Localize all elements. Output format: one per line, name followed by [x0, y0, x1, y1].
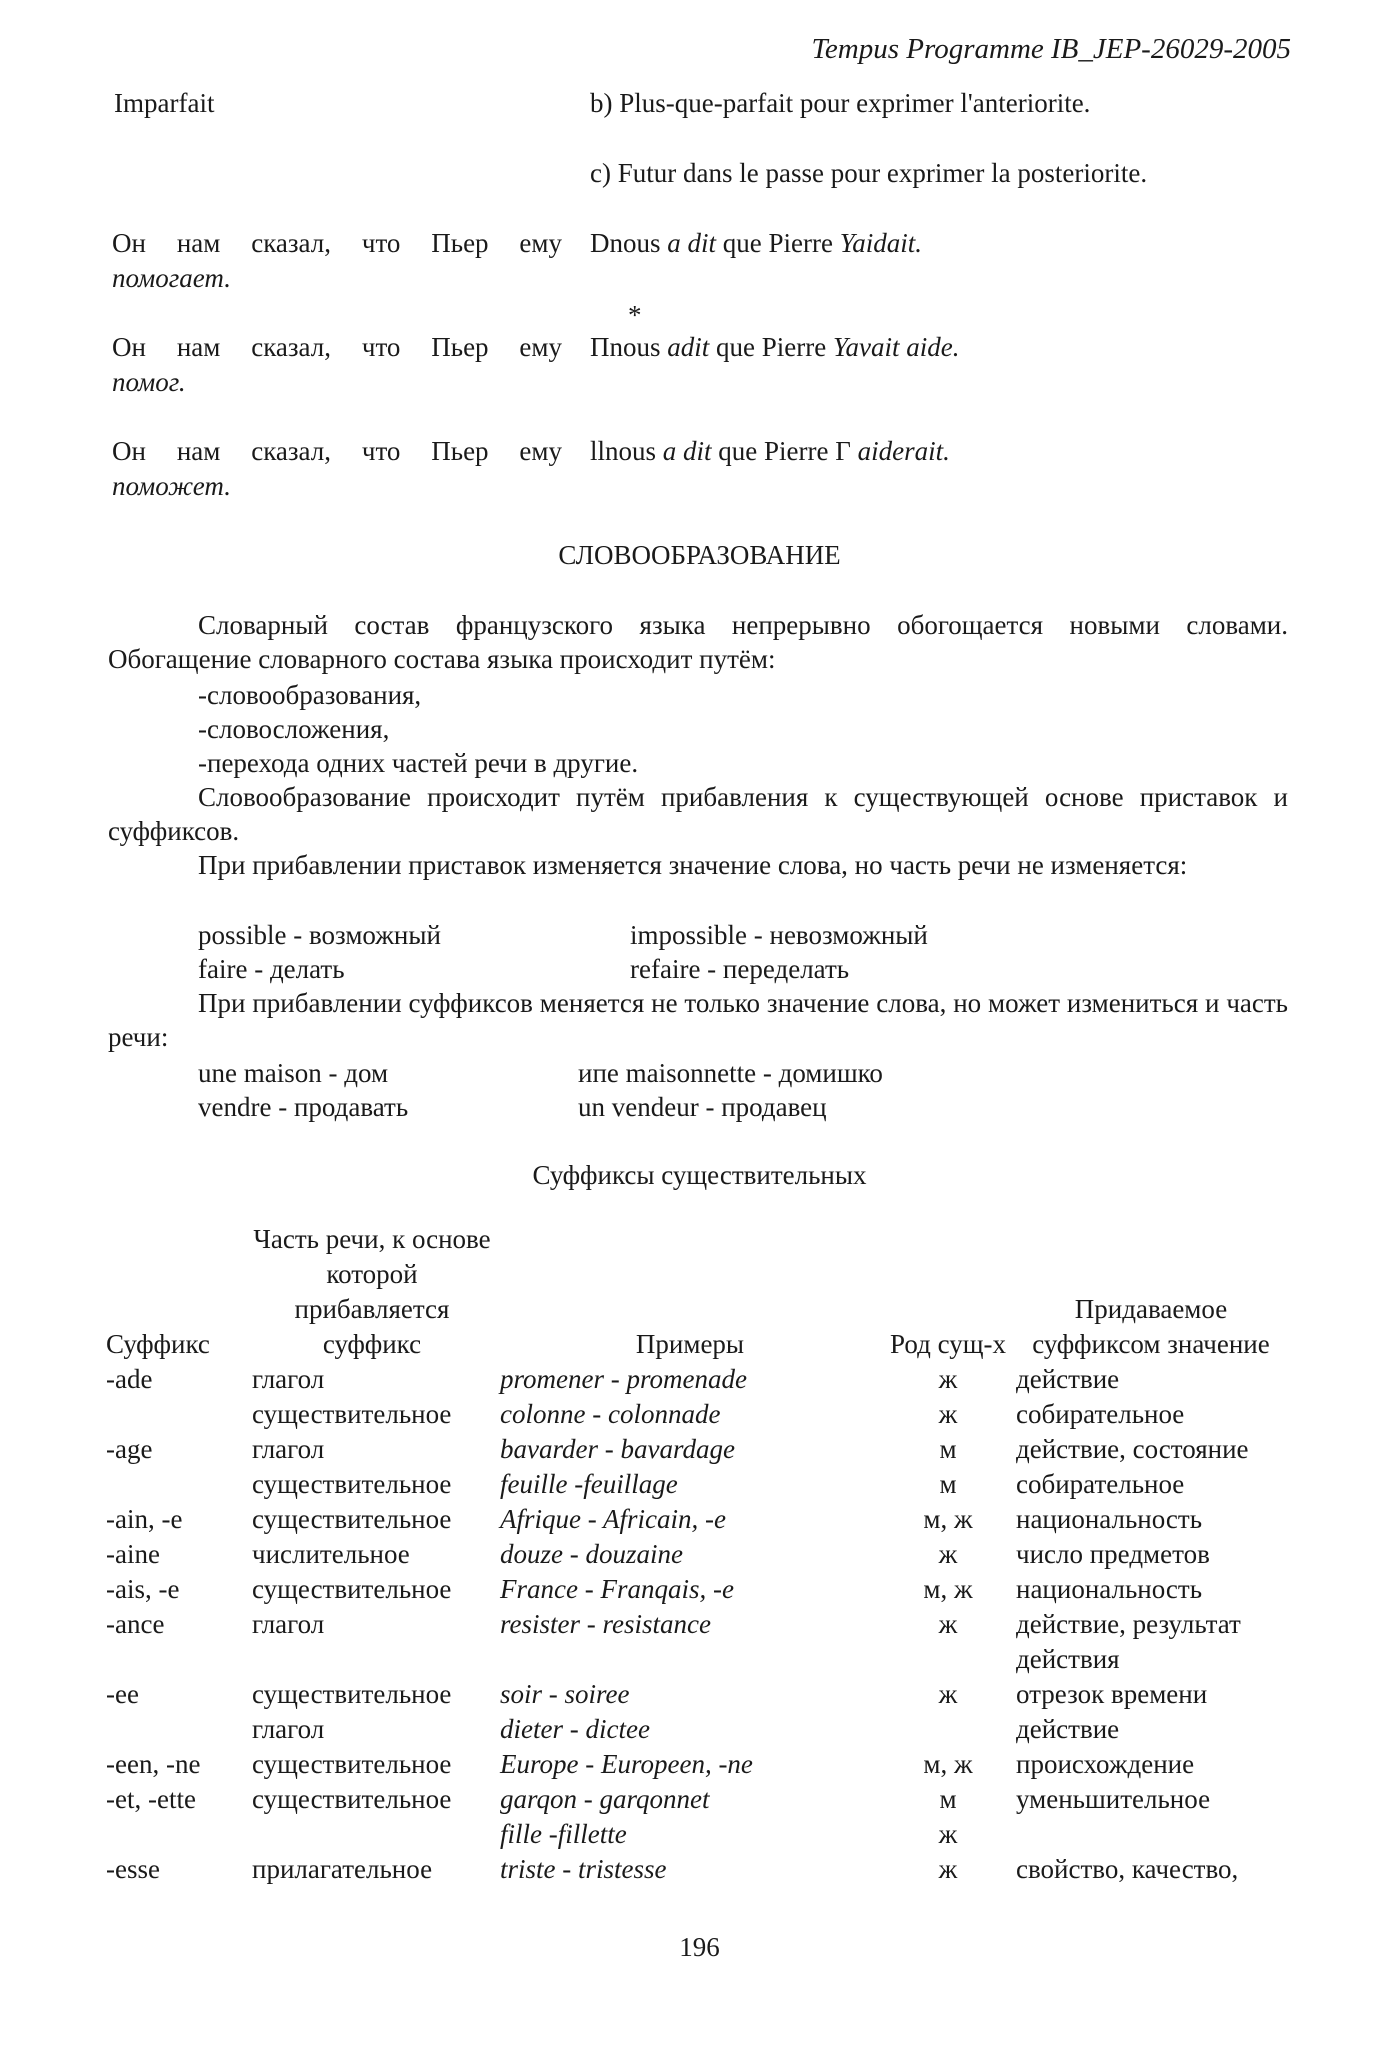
cell-part-of-speech: существительное — [252, 1749, 452, 1779]
header-suffix: Суффикс — [106, 1329, 210, 1359]
prefix-example-2-right: refaire - переделать — [630, 954, 850, 984]
table-row — [102, 1362, 1290, 1397]
suffix-table — [102, 1222, 1290, 1887]
table-row — [102, 1817, 1290, 1852]
cell-gender: ж — [938, 1819, 958, 1849]
example-3-fr-part1: llnous — [590, 436, 663, 466]
tense-item-b: b) Plus-que-parfait pour exprimer l'anteriorite. — [590, 88, 1091, 118]
cell-meaning: свойство, качество, — [1016, 1854, 1239, 1884]
cell-part-of-speech: глагол — [252, 1609, 325, 1639]
cell-example: bavarder - bavardage — [500, 1434, 735, 1464]
example-1-ru-line2: помогает. — [112, 263, 231, 293]
example-3-fr-part3: que Pierre Г — [711, 436, 858, 466]
table-row — [102, 1747, 1290, 1782]
example-1-fr-verb: a dit — [667, 228, 717, 258]
table-header-row — [102, 1222, 1290, 1362]
cell-suffix: -ain, -e — [106, 1504, 183, 1534]
cell-example: France - Franqais, -e — [500, 1574, 734, 1604]
cell-meaning: отрезок времени — [1016, 1679, 1208, 1709]
cell-meaning: действие, состояние — [1016, 1434, 1249, 1464]
asterisk-mark: * — [628, 300, 642, 330]
example-2-fr-part3: que Pierre — [709, 332, 833, 362]
table-row — [102, 1502, 1290, 1537]
cell-example: Europe - Europeen, -ne — [500, 1749, 753, 1779]
list-item-3: -перехода одних частей речи в другие. — [198, 748, 639, 778]
cell-example: triste - tristesse — [500, 1854, 667, 1884]
cell-suffix: -ade — [106, 1364, 153, 1394]
cell-part-of-speech: существительное — [252, 1504, 452, 1534]
section-title: СЛОВООБРАЗОВАНИЕ — [558, 540, 841, 570]
cell-part-of-speech: числительное — [252, 1539, 410, 1569]
suffix-example-1-right: ипе maisonnette - домишко — [578, 1058, 883, 1088]
example-2-ru-line1: Он нам сказал, что Пьер ему — [112, 332, 562, 362]
cell-gender: м — [939, 1784, 957, 1814]
example-3-fr-end: aiderait. — [857, 436, 950, 466]
cell-meaning — [1012, 1817, 1290, 1852]
cell-gender: м — [939, 1469, 957, 1499]
header-examples: Примеры — [635, 1329, 745, 1359]
paragraph-1: Словарный состав французского языка непрерывно обогощается новыми словами. Обогащение словарного состава языка происходит путём: — [108, 610, 1288, 674]
table-row — [102, 1397, 1290, 1432]
example-3-fr — [590, 434, 950, 468]
suffix-example-2-left: vendre - продавать — [198, 1092, 409, 1122]
example-1-fr — [590, 226, 922, 260]
cell-example: resister - resistance — [500, 1609, 711, 1639]
cell-part-of-speech: существительное — [252, 1784, 452, 1814]
tense-imparfait: Imparfait — [114, 88, 215, 118]
table-row — [102, 1852, 1290, 1887]
cell-meaning: происхождение — [1016, 1749, 1195, 1779]
cell-part-of-speech: глагол — [252, 1434, 325, 1464]
paragraph-4: При прибавлении суффиксов меняется не только значение слова, но может измениться и часть речи: — [108, 988, 1288, 1052]
cell-suffix: -een, -ne — [106, 1749, 201, 1779]
cell-part-of-speech — [248, 1817, 496, 1852]
cell-example: promener - promenade — [500, 1364, 747, 1394]
cell-suffix: -esse — [106, 1854, 160, 1884]
table-row — [102, 1782, 1290, 1817]
cell-example: dieter - dictee — [500, 1714, 650, 1744]
cell-gender — [884, 1712, 1012, 1747]
cell-meaning: национальность — [1016, 1504, 1203, 1534]
header-meaning: Придаваемое суффиксом значение — [1032, 1294, 1270, 1359]
cell-meaning: число предметов — [1016, 1539, 1210, 1569]
cell-suffix — [102, 1467, 248, 1502]
example-2-fr-end: Yavait aide. — [832, 332, 960, 362]
cell-suffix: -ee — [106, 1679, 139, 1709]
table-row — [102, 1677, 1290, 1712]
suffix-example-1-left: une maison - дом — [198, 1058, 389, 1088]
example-3-ru-line1: Он нам сказал, что Пьер ему — [112, 436, 562, 466]
cell-gender: ж — [938, 1854, 958, 1884]
cell-example: soir - soiree — [500, 1679, 630, 1709]
cell-gender: ж — [938, 1679, 958, 1709]
example-2-fr — [590, 330, 960, 364]
cell-gender: м, ж — [923, 1749, 973, 1779]
cell-gender: м, ж — [923, 1504, 973, 1534]
cell-meaning: действие — [1016, 1364, 1120, 1394]
cell-gender: ж — [938, 1609, 958, 1639]
header-gender: Род сущ-х — [890, 1329, 1006, 1359]
table-row — [102, 1572, 1290, 1607]
cell-example: fille -fillette — [500, 1819, 627, 1849]
cell-suffix — [102, 1397, 248, 1432]
cell-suffix: -ais, -e — [106, 1574, 180, 1604]
cell-gender: ж — [938, 1539, 958, 1569]
cell-suffix: -et, -ette — [106, 1784, 196, 1814]
example-1-fr-part3: que Pierre — [716, 228, 840, 258]
cell-meaning: национальность — [1016, 1574, 1203, 1604]
cell-example: colonne - colonnade — [500, 1399, 721, 1429]
example-1-fr-part1: Dnous — [590, 228, 668, 258]
cell-part-of-speech: существительное — [252, 1574, 452, 1604]
table-row — [102, 1607, 1290, 1677]
prefix-example-1-left: possible - возможный — [198, 920, 441, 950]
table-row — [102, 1467, 1290, 1502]
cell-part-of-speech: глагол — [252, 1714, 325, 1744]
table-title: Суффиксы существительных — [532, 1160, 867, 1190]
cell-suffix — [102, 1712, 248, 1747]
list-item-1: -словообразования, — [198, 680, 422, 710]
cell-meaning: собирательное — [1016, 1399, 1185, 1429]
cell-suffix: -aine — [106, 1539, 160, 1569]
tense-item-c: c) Futur dans le passe pour exprimer la posteriorite. — [590, 158, 1148, 188]
paragraph-3: При прибавлении приставок изменяется значение слова, но часть речи не изменяется: — [198, 850, 1188, 880]
cell-suffix — [102, 1817, 248, 1852]
cell-part-of-speech: глагол — [252, 1364, 325, 1394]
cell-example: garqon - garqonnet — [500, 1784, 710, 1814]
cell-part-of-speech: существительное — [252, 1679, 452, 1709]
example-3-fr-verb: a dit — [662, 436, 712, 466]
cell-meaning: действие — [1016, 1714, 1120, 1744]
example-1-fr-end: Yaidait. — [839, 228, 923, 258]
example-2-fr-part1: Пnous — [590, 332, 668, 362]
cell-suffix: -ance — [106, 1609, 165, 1639]
suffix-table-body — [102, 1362, 1290, 1887]
cell-meaning: действие, результат действия — [1016, 1609, 1241, 1674]
example-2-fr-verb: adit — [667, 332, 710, 362]
table-row — [102, 1432, 1290, 1467]
example-2-ru-line2: помог. — [112, 367, 186, 397]
prefix-example-1-right: impossible - невозможный — [630, 920, 928, 950]
cell-part-of-speech: существительное — [252, 1399, 452, 1429]
example-1-ru-line1: Он нам сказал, что Пьер ему — [112, 228, 562, 258]
cell-meaning: уменьшительное — [1016, 1784, 1211, 1814]
cell-suffix: -age — [106, 1434, 153, 1464]
list-item-2: -словосложения, — [198, 714, 390, 744]
table-row — [102, 1712, 1290, 1747]
cell-gender: ж — [938, 1399, 958, 1429]
cell-part-of-speech: существительное — [252, 1469, 452, 1499]
cell-gender: м, ж — [923, 1574, 973, 1604]
header-part-of-speech: Часть речи, к основе которой прибавляется суффикс — [253, 1224, 491, 1359]
cell-example: douze - douzaine — [500, 1539, 683, 1569]
cell-gender: м — [939, 1434, 957, 1464]
paragraph-2: Словообразование происходит путём прибавления к существующей основе приставок и суффиксов. — [108, 782, 1288, 846]
cell-part-of-speech: прилагательное — [252, 1854, 433, 1884]
suffix-example-2-right: un vendeur - продавец — [578, 1092, 827, 1122]
page-number: 196 — [679, 1932, 720, 1962]
cell-gender: ж — [938, 1364, 958, 1394]
running-header: Tempus Programme IB_JEP-26029-2005 — [811, 33, 1291, 65]
cell-example: Afrique - Africain, -e — [500, 1504, 726, 1534]
cell-meaning: собирательное — [1016, 1469, 1185, 1499]
cell-example: feuille -feuillage — [500, 1469, 678, 1499]
table-row — [102, 1537, 1290, 1572]
example-3-ru-line2: поможет. — [112, 471, 231, 501]
prefix-example-2-left: faire - делать — [198, 954, 345, 984]
